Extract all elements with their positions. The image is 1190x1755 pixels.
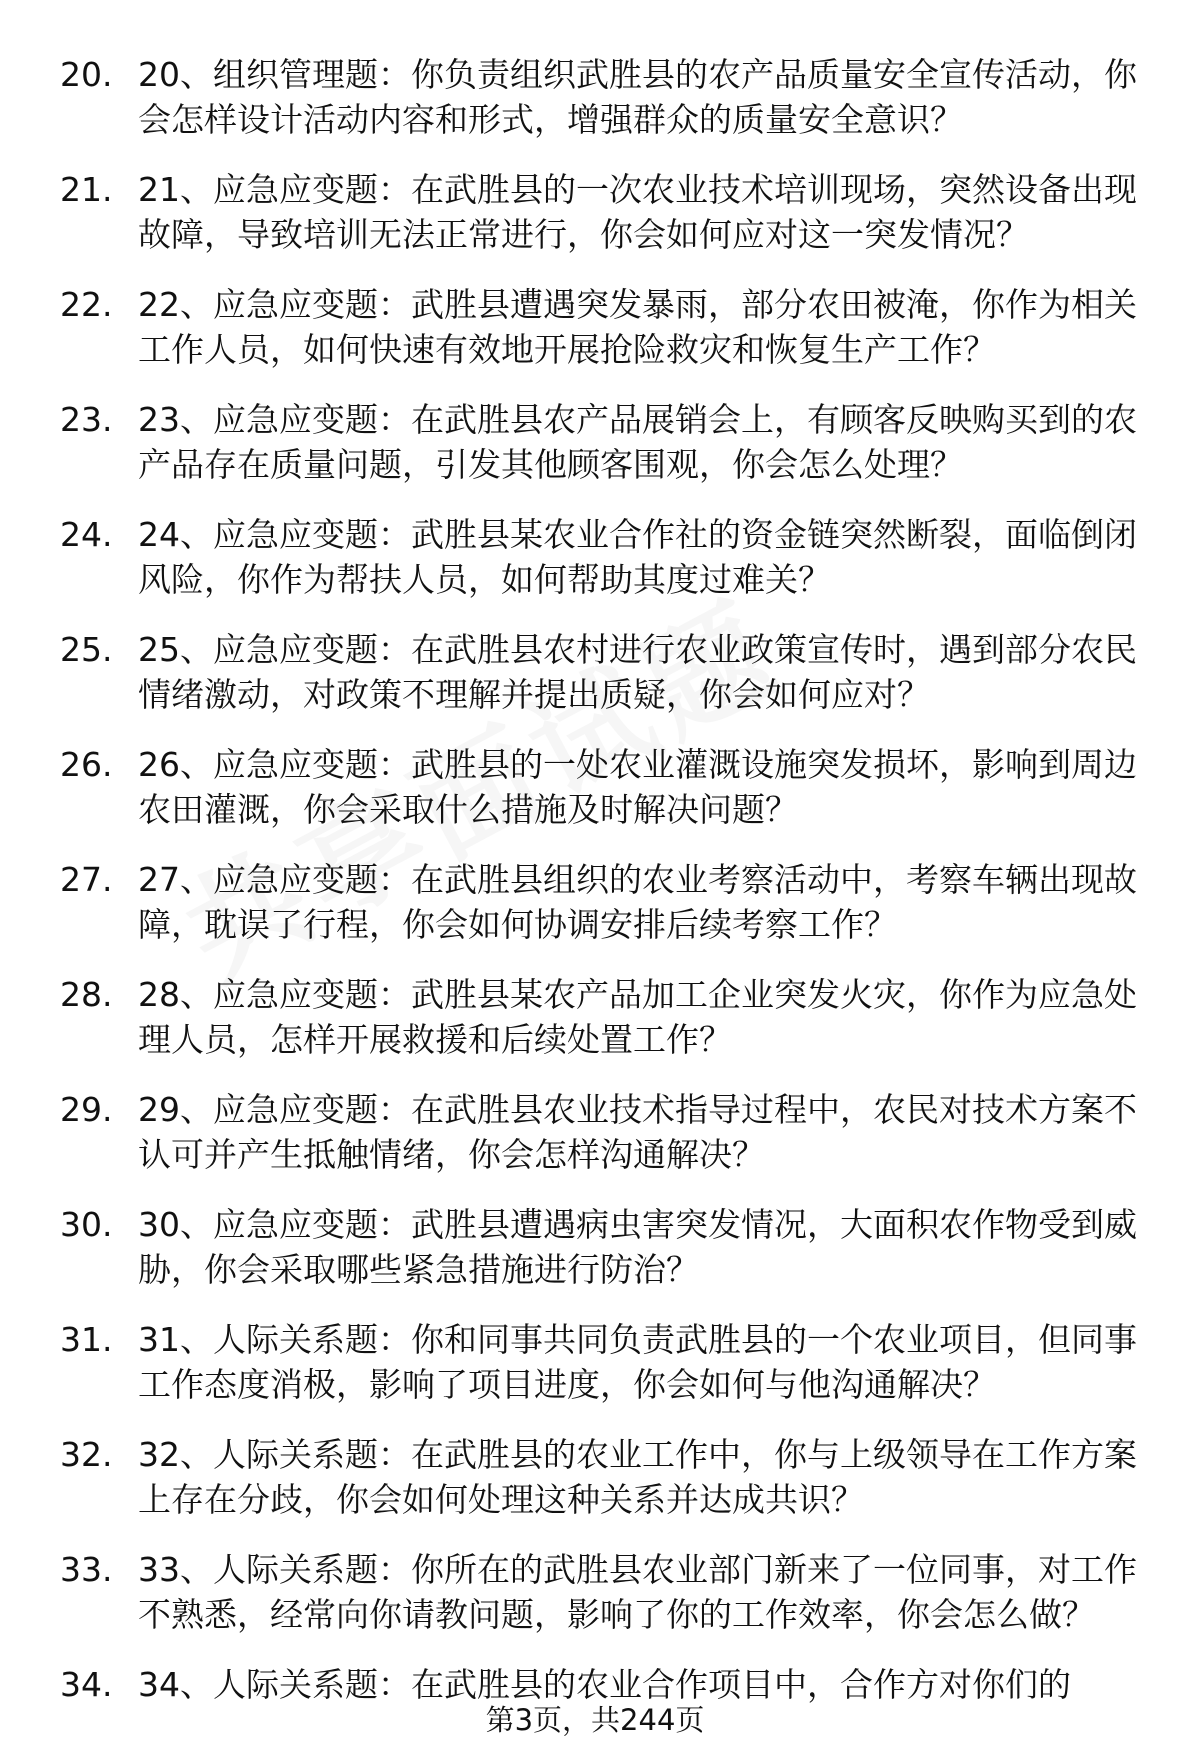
list-item — [60, 397, 1160, 487]
item-text: 21、应急应变题：在武胜县的一次农业技术培训现场，突然设备出现故障，导致培训无法正常进行，你会如何应对这一突发情况？ — [138, 170, 1137, 254]
item-text: 28、应急应变题：武胜县某农产品加工企业突发火灾，你作为应急处理人员，怎样开展救援和后续处置工作？ — [138, 975, 1137, 1059]
list-item — [60, 52, 1160, 142]
item-text: 22、应急应变题：武胜县遭遇突发暴雨，部分农田被淹，你作为相关工作人员，如何快速有效地开展抢险救灾和恢复生产工作？ — [138, 285, 1137, 369]
item-number: 25. — [60, 630, 113, 669]
page-footer — [0, 1700, 1190, 1740]
list-item — [60, 282, 1160, 372]
item-number: 20. — [60, 55, 113, 94]
list-item — [60, 1547, 1160, 1637]
item-text: 24、应急应变题：武胜县某农业合作社的资金链突然断裂，面临倒闭风险，你作为帮扶人员，如何帮助其度过难关？ — [138, 515, 1137, 599]
item-number: 24. — [60, 515, 113, 554]
item-number: 33. — [60, 1550, 113, 1589]
list-item — [60, 857, 1160, 947]
list-item — [60, 167, 1160, 257]
item-number: 26. — [60, 745, 113, 784]
item-text: 30、应急应变题：武胜县遭遇病虫害突发情况，大面积农作物受到威胁，你会采取哪些紧急措施进行防治？ — [138, 1205, 1137, 1289]
item-text: 26、应急应变题：武胜县的一处农业灌溉设施突发损坏，影响到周边农田灌溉，你会采取什么措施及时解决问题？ — [138, 745, 1137, 829]
list-item — [60, 1432, 1160, 1522]
item-text: 27、应急应变题：在武胜县组织的农业考察活动中，考察车辆出现故障，耽误了行程，你会如何协调安排后续考察工作？ — [138, 860, 1137, 944]
page-number-label: 第3页，共244页 — [485, 1703, 705, 1737]
item-number: 29. — [60, 1090, 113, 1129]
item-number: 22. — [60, 285, 113, 324]
item-number: 23. — [60, 400, 113, 439]
item-number: 31. — [60, 1320, 113, 1359]
list-item — [60, 1087, 1160, 1177]
list-item — [60, 1317, 1160, 1407]
item-text: 32、人际关系题：在武胜县的农业工作中，你与上级领导在工作方案上存在分歧，你会如何处理这种关系并达成共识？ — [138, 1435, 1137, 1519]
question-list — [60, 52, 1160, 1732]
item-text: 23、应急应变题：在武胜县农产品展销会上，有顾客反映购买到的农产品存在质量问题，引发其他顾客围观，你会怎么处理？ — [138, 400, 1137, 484]
list-item — [60, 627, 1160, 717]
item-text: 31、人际关系题：你和同事共同负责武胜县的一个农业项目，但同事工作态度消极，影响了项目进度，你会如何与他沟通解决？ — [138, 1320, 1137, 1404]
item-number: 21. — [60, 170, 113, 209]
item-text: 25、应急应变题：在武胜县农村进行农业政策宣传时，遇到部分农民情绪激动，对政策不理解并提出质疑，你会如何应对？ — [138, 630, 1137, 714]
item-number: 27. — [60, 860, 113, 899]
item-text: 29、应急应变题：在武胜县农业技术指导过程中，农民对技术方案不认可并产生抵触情绪，你会怎样沟通解决？ — [138, 1090, 1137, 1174]
list-item — [60, 742, 1160, 832]
item-text: 20、组织管理题：你负责组织武胜县的农产品质量安全宣传活动，你会怎样设计活动内容和形式，增强群众的质量安全意识？ — [138, 55, 1137, 139]
item-text: 34、人际关系题：在武胜县的农业合作项目中，合作方对你们的 — [138, 1665, 1071, 1704]
item-text: 33、人际关系题：你所在的武胜县农业部门新来了一位同事，对工作不熟悉，经常向你请教问题，影响了你的工作效率，你会怎么做？ — [138, 1550, 1137, 1634]
item-number: 30. — [60, 1205, 113, 1244]
list-item — [60, 1202, 1160, 1292]
item-number: 34. — [60, 1665, 113, 1704]
list-item — [60, 512, 1160, 602]
list-item — [60, 972, 1160, 1062]
item-number: 32. — [60, 1435, 113, 1474]
item-number: 28. — [60, 975, 113, 1014]
